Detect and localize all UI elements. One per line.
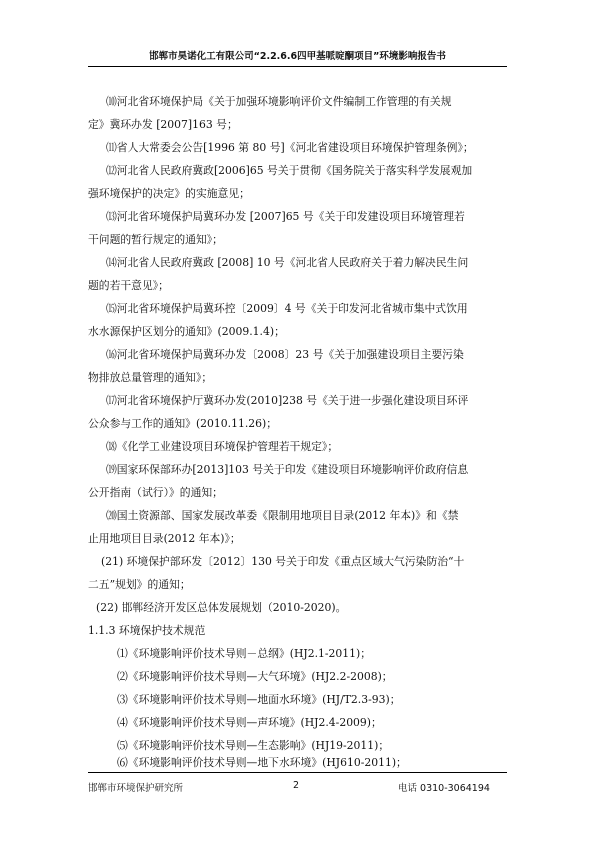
body-line: 强环境保护的决定》的实施意见； xyxy=(88,187,250,200)
body-line: ⒄河北省环境保护厅冀环办发(2010]238 号《关于进一步强化建设项目环评 xyxy=(106,394,469,407)
body-line: ⒆国家环保部环办[2013]103 号关于印发《建设项目环境影响评价政府信息 xyxy=(106,463,469,476)
body-line: ⑵《环境影响评价技术导则—大气环境》(HJ2.2-2008)； xyxy=(117,670,393,683)
body-line: 干问题的暂行规定的通知》； xyxy=(88,233,223,246)
body-line: 定》冀环办发 [2007]163 号； xyxy=(88,118,238,131)
section-heading: 1.1.3 环境保护技术规范 xyxy=(88,624,206,637)
body-line: ⑾省人大常委会公告[1996 第 80 号]《河北省建设项目环境保护管理条例》； xyxy=(106,141,474,154)
body-line: ⒁河北省人民政府冀政 [2008] 10 号《河北省人民政府关于着力解决民生问 xyxy=(106,256,469,269)
body-line: ⒇国土资源部、国家发展改革委《限制用地项目目录(2012 年本)》和《禁 xyxy=(106,509,459,522)
body-line: ⑽河北省环境保护局《关于加强环境影响评价文件编制工作管理的有关规 xyxy=(106,95,452,108)
body-line: ⑴《环境影响评价技术导则－总纲》(HJ2.1-2011)； xyxy=(117,647,372,660)
body-line: ⒃河北省环境保护局冀环办发〔2008〕23 号《关于加强建设项目主要污染 xyxy=(106,348,464,361)
body-line: 题的若干意见》； xyxy=(88,279,169,292)
footer-org: 邯郸市环境保护研究所 xyxy=(88,783,184,794)
body-line: 水水源保护区划分的通知》(2009.1.4)； xyxy=(88,325,285,338)
body-line: 止用地项目目录(2012 年本)》； xyxy=(88,532,241,545)
body-line: 物排放总量管理的通知》； xyxy=(88,371,213,384)
body-line: ⒂河北省环境保护局冀环控〔2009〕4 号《关于印发河北省城市集中式饮用 xyxy=(106,302,468,315)
body-line: ⑷《环境影响评价技术导则—声环境》(HJ2.4-2009)； xyxy=(117,716,382,729)
body-line: 公众参与工作的通知》(2010.11.26)； xyxy=(88,417,278,430)
body-line: ⑸《环境影响评价技术导则—生态影响》(HJ19-2011)； xyxy=(117,739,390,752)
body-line: ⑿河北省人民政府冀政[2006]65 号关于贯彻《国务院关于落实科学发展观加 xyxy=(106,164,473,177)
footer-divider xyxy=(88,772,507,773)
body-line: 公开指南（试行）》的通知； xyxy=(88,486,223,499)
body-line: ⒀河北省环境保护局冀环办发 [2007]65 号《关于印发建设项目环境管理若 xyxy=(106,210,465,223)
page-header: 邯郸市昊诺化工有限公司“2.2.6.6四甲基哌啶酮项目”环境影响报告书 xyxy=(149,51,446,62)
body-line: ⑶《环境影响评价技术导则—地面水环境》(HJ/T2.3-93)； xyxy=(117,693,401,706)
body-line: ⑹《环境影响评价技术导则—地下水环境》(HJ610-2011)； xyxy=(117,756,407,769)
body-line: 二五”规划》的通知； xyxy=(88,578,191,591)
body-line: (22) 邯郸经济开发区总体发展规划（2010-2020)。 xyxy=(96,601,347,614)
body-line: ⒅《化学工业建设项目环境保护管理若干规定》； xyxy=(106,440,339,453)
body-line: (21) 环境保护部环发〔2012〕130 号关于印发《重点区域大气污染防治“十 xyxy=(101,555,465,568)
header-divider xyxy=(88,66,507,67)
footer-phone: 电话 0310-3064194 xyxy=(398,783,490,794)
page-number: 2 xyxy=(293,780,300,791)
